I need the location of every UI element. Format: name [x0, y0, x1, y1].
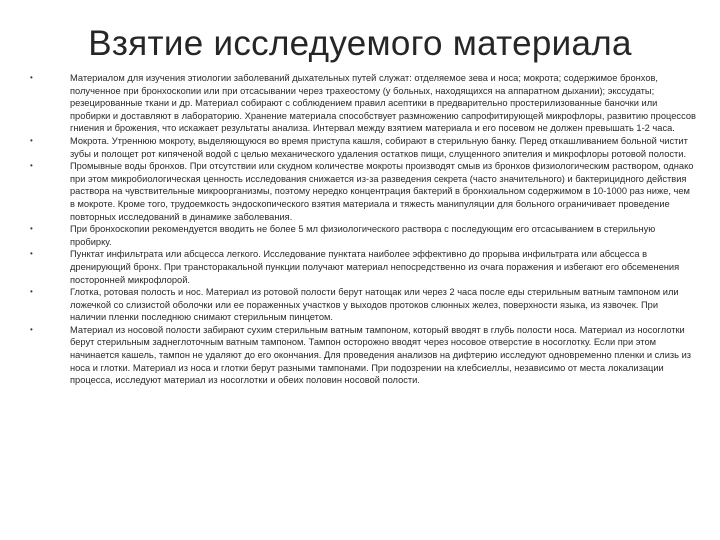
bullet-item — [28, 248, 696, 286]
bullet-dot-icon: • — [30, 324, 33, 334]
bullet-dot-icon: • — [30, 287, 33, 297]
bullet-dot-icon: • — [30, 249, 33, 259]
bullet-item — [28, 72, 696, 135]
bullet-text: Мокрота. Утреннюю мокроту, выделяющуюся во время приступа кашля, собирают в стерильную банку. Перед откашливанием больной чистит зубы и полощет рот кипяченой водой с целью механического удаления остатков пищи, слущенного эпителия и микрофлоры ротовой полости. — [70, 135, 688, 159]
bullet-dot-icon: • — [30, 135, 33, 145]
bullet-item — [28, 223, 696, 248]
bullet-dot-icon: • — [30, 73, 33, 82]
bullet-text: Материалом для изучения этиологии заболеваний дыхательных путей служат: отделяемое зева и носа; мокрота; содержимое бронхов, полученное при бронхоскопии или при отсасывании через трахеостому (у больных, находящихся на аппаратном дыхании); экссудаты; резецированные ткани и др. Материал собирают с соблюдением правил асептики в предварительно простерилизованные баночки или пробирки и доставляют в лабораторию. Хранение материала способствует размножению сапрофитирующей микрофлоры, развитию процессов гниения и брожения, что искажает результаты анализа. Интервал между взятием материала и его посевом не должен превышать 1-2 часа. — [70, 73, 696, 134]
bullet-list — [28, 72, 696, 387]
bullet-text: Глотка, ротовая полость и нос. Материал из ротовой полости берут натощак или через 2 часа после еды стерильным ватным тампоном или ложечкой со слизистой оболочки или ее пораженных участков у выходов протоков слюнных желез, поверхности языка, из язвочек. При наличии пленки последнюю снимают стерильным пинцетом. — [70, 287, 679, 323]
bullet-item — [28, 324, 696, 387]
bullet-text: Материал из носовой полости забирают сухим стерильным ватным тампоном, который вводят в глубь полости носа. Материал из носоглотки берут стерильным заднеглоточным ватным тампоном. Тампон осторожно вводят через носовое отверстие в носоглотку. Если при этом начинается кашель, тампон не удаляют до его окончания. Для проведения анализов на дифтерию исследуют одновременно пленки и слизь из носа и глотки. Материал из носа и глотки берут разными тампонами. При подозрении на клебсиеллы, независимо от места локализации процесса, исследуют материал из носоглотки и обеих половин носовой полости. — [70, 324, 692, 386]
bullet-dot-icon: • — [30, 161, 33, 171]
bullet-text: При бронхоскопии рекомендуется вводить не более 5 мл физиологического раствора с последующим его отсасыванием в стерильную пробирку. — [70, 224, 656, 247]
bullet-dot-icon: • — [30, 224, 33, 234]
bullet-text: Промывные воды бронхов. При отсутствии или скудном количестве мокроты производят смыв из бронхов физиологическим раствором, однако при этом микробиологическая ценность исследования снижается из-за разведения секрета (часто значительного) и бактерицидного действия раствора на чувствительные микроорганизмы, поэтому нередко концентрация бактерий в бронхиальном содержимом в 10-1000 раз ниже, чем в мокроте. Кроме того, трудоемкость эндоскопического взятия материала и тяжесть манипуляции для больного ограничивает проведение повторных исследований в динамике заболевания. — [70, 161, 694, 222]
bullet-item — [28, 286, 696, 324]
bullet-item — [28, 135, 696, 160]
slide-title: Взятие исследуемого материала — [88, 24, 632, 63]
bullet-text: Пунктат инфильтрата или абсцесса легкого. Исследование пунктата наиболее эффективно до прорыва инфильтрата или абсцесса в дренирующий бронх. При трансторакальной пункции получают материал непосредственно из очага поражения и избегают его обсеменения посторонней микрофлорой. — [70, 249, 680, 285]
bullet-item — [28, 160, 696, 223]
